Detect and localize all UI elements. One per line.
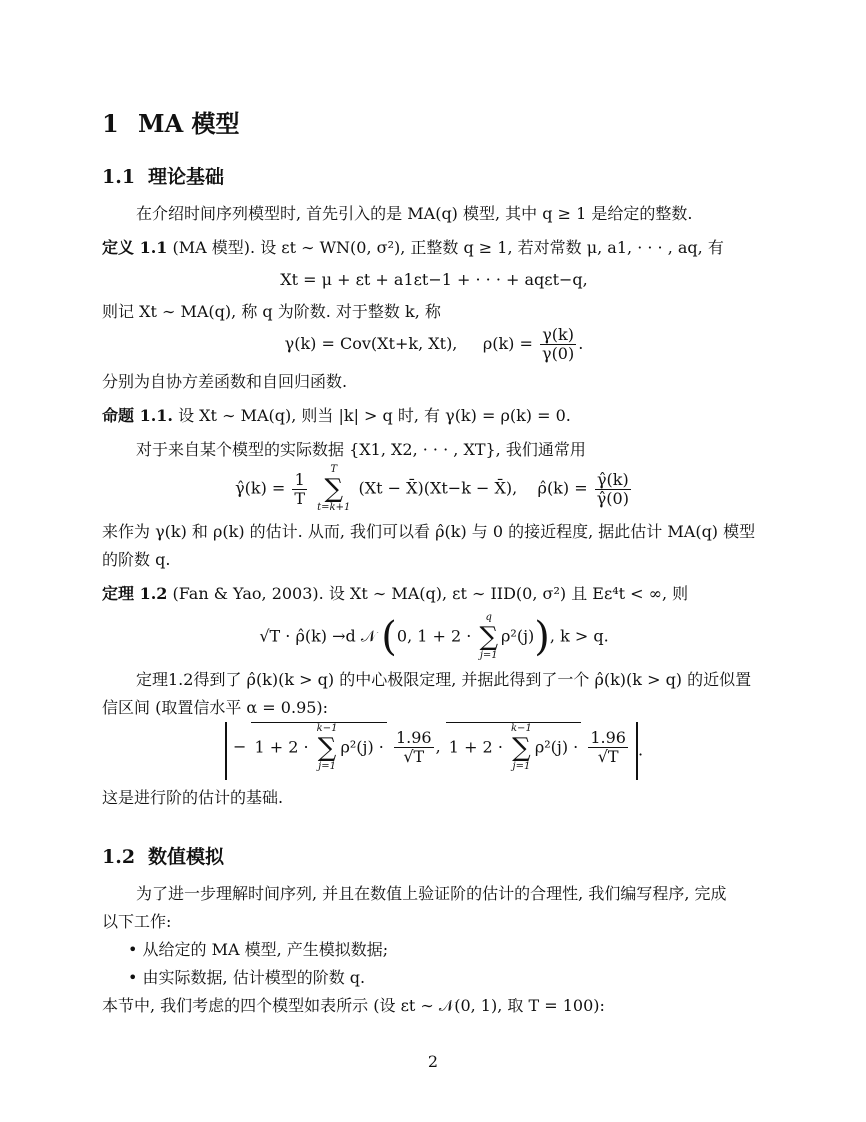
sqrt-inner: 1 + 2 · [254,737,309,757]
fraction-numerator: 1.96 [395,728,432,747]
sum-upper: T [330,464,338,475]
critical-fraction [588,729,628,766]
fraction-numerator: γ(k) [540,326,576,345]
equation-end: . [578,334,584,353]
autocorr-lhs: ρ(k) = [482,334,533,353]
equation-end: . [637,740,644,760]
square-root [251,722,386,773]
paragraph-data: 对于来自某个模型的实际数据 {X1, X2, · · · , XT}, 我们通常用 [136,440,586,459]
definition-name: (MA 模型). [172,238,256,257]
subsection-number: 1.1 [102,166,136,188]
subsection-number: 1.2 [102,846,136,868]
fraction-numerator: 1 [292,471,307,490]
page-number: 2 [427,1052,439,1071]
critical-fraction [394,729,434,766]
summation [511,723,532,773]
paragraph-functions: 分别为自协方差函数和自回归函数. [102,372,348,391]
section-number: 1 [102,109,119,138]
paragraph-order: 则记 Xt ∼ MA(q), 称 q 为阶数. 对于整数 k, 称 [102,302,441,321]
theorem-text: 设 Xt ∼ MA(q), εt ∼ IID(0, σ²) 且 Eε⁴t < ∞, 则 [328,584,689,603]
sum-lower: j=1 [318,761,336,772]
estimator-body: (Xt − X̄)(Xt−k − X̄), [358,478,518,498]
proposition [102,404,766,428]
sigma-symbol: ∑ [512,733,531,763]
negative-sign: − [232,737,247,756]
definition-text: 设 εt ∼ WN(0, σ²), 正整数 q ≥ 1, 若对常数 μ, a1, · · · , aq, 有 [260,238,724,257]
fraction-denominator: √T [597,747,619,766]
subsection-title: 数值模拟 [148,846,225,868]
theorem-name: (Fan & Yao, 2003). [172,584,324,603]
rho-hat-lhs: ρ̂(k) = [537,478,588,498]
sqrt-tail: ρ²(j) · [534,737,579,757]
paragraph-estimation [102,520,766,572]
paragraph-models: 本节中, 我们考虑的四个模型如表所示 (设 εt ∼ 𝒩(0, 1), 取 T = 100): [102,996,605,1015]
subsection-heading-2 [102,842,224,869]
sum-lower: t=k+1 [317,502,351,513]
theorem-label: 定理 1.2 [102,584,168,603]
subsection-title: 理论基础 [148,166,225,188]
equation-confidence-interval [102,722,766,780]
subsection-heading-1 [102,162,224,189]
sqrt-tail: ρ²(j) · [340,737,384,757]
sum-upper: k−1 [511,723,532,734]
clt-tail: ρ²(j) [501,626,535,646]
paragraph-intro: 在介绍时间序列模型时, 首先引入的是 MA(q) 模型, 其中 q ≥ 1 是给定的整数. [136,204,693,223]
summation [479,612,498,662]
square-root [446,722,581,773]
right-paren: ) [534,614,550,660]
fraction-denominator: √T [403,747,425,766]
paragraph-line: 的阶数 q. [102,550,171,569]
fraction-denominator: γ(0) [542,344,575,363]
proposition-text: 设 Xt ∼ MA(q), 则当 |k| > q 时, 有 γ(k) = ρ(k) = 0. [178,406,571,425]
one-over-t [292,471,307,508]
autocorr-fraction [540,326,576,363]
paragraph-simulation [102,882,766,934]
clt-condition: , k > q. [549,626,609,646]
theorem [102,582,766,606]
fraction-denominator: T [294,488,306,508]
paragraph-interval [102,668,766,720]
summation [317,464,350,514]
equation-ma-model: Xt = μ + εt + a1εt−1 + · · · + aqεt−q, [280,270,588,289]
sigma-symbol: ∑ [479,622,499,652]
definition [102,236,766,260]
section-heading [102,104,240,139]
clt-lhs: √T · ρ̂(k) →d 𝒩 [259,626,377,646]
paragraph-line: 来作为 γ(k) 和 ρ(k) 的估计. 从而, 我们可以看 ρ̂(k) 与 0 的接近程度, 据此估计 MA(q) 模型 [102,522,756,541]
list-item: • 从给定的 MA 模型, 产生模拟数据; [128,940,389,959]
separator: , [435,737,441,756]
fraction-numerator: 1.96 [590,728,626,747]
definition-label: 定义 1.1 [102,238,168,257]
left-paren: ( [381,614,397,660]
estimator-lhs: γ̂(k) = [235,478,286,498]
equation-clt [102,612,766,662]
clt-inner: 0, 1 + 2 · [396,626,472,646]
paragraph-line: 为了进一步理解时间序列, 并且在数值上验证阶的估计的合理性, 我们编写程序, 完成 [136,884,727,903]
paragraph-line: 定理1.2得到了 ρ̂(k)(k > q) 的中心极限定理, 并据此得到了一个 ρ̂(k)(k > q) 的近似置 [136,670,752,689]
sqrt-inner: 1 + 2 · [448,737,503,757]
sigma-symbol: ∑ [324,474,344,504]
proposition-label: 命题 1.1. [102,406,173,425]
paragraph-line: 信区间 (取置信水平 α = 0.95): [102,698,329,717]
paragraph-line: 以下工作: [102,912,172,931]
sum-upper: q [485,612,492,623]
sum-upper: k−1 [316,723,338,734]
fraction-denominator: γ̂(0) [596,488,629,508]
paragraph-basis: 这是进行阶的估计的基础. [102,788,284,807]
equation-autocov [102,326,766,363]
interval-brackets [225,722,638,780]
rho-hat-fraction [595,471,631,508]
list-item: • 由实际数据, 估计模型的阶数 q. [128,968,366,987]
section-title: MA 模型 [138,109,240,138]
sigma-symbol: ∑ [317,733,337,763]
autocov-def: γ(k) = Cov(Xt+k, Xt), [284,334,458,353]
sum-lower: j=1 [512,761,531,772]
sum-lower: j=1 [479,650,498,661]
summation [317,723,338,773]
equation-estimators [102,464,766,514]
fraction-numerator: γ̂(k) [595,471,631,490]
